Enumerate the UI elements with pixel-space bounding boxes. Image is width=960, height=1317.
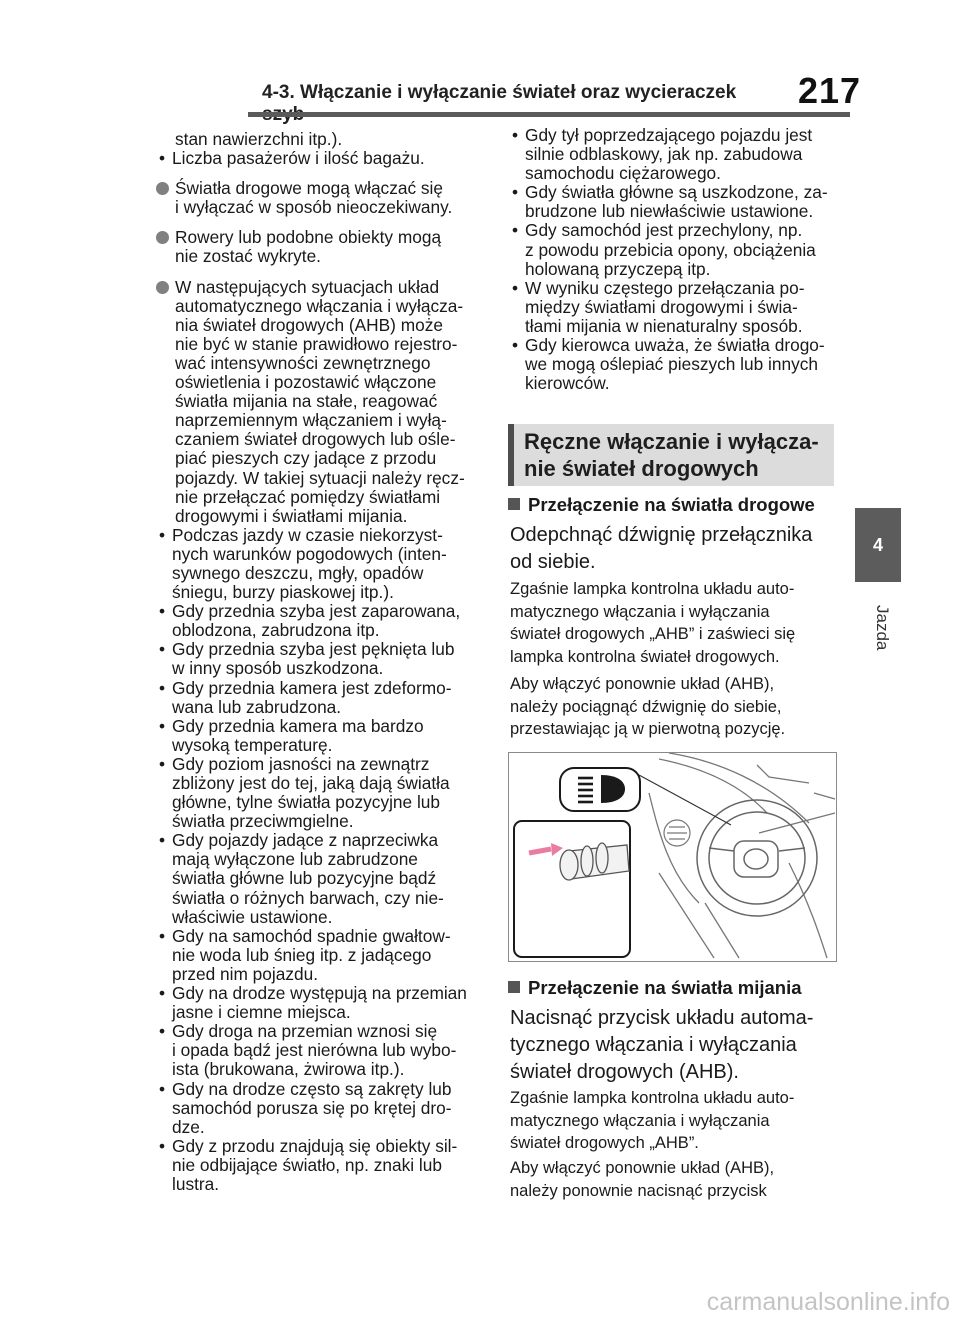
section-heading-bar (508, 424, 514, 486)
headlight-lever-illustration (508, 752, 837, 962)
paragraph: Zgaśnie lampka kontrolna układu auto- matycznego włączania i wyłączania świateł drogowych „AHB” i zaświeci się lampka kontrolna świateł drogowych. (510, 580, 796, 666)
watermark: carmanualsonline.info (706, 1288, 950, 1316)
bullet-item: • Gdy kierowca uważa, że światła drogo- we mogą oślepiać pieszych lub innych kierowców. (508, 336, 838, 393)
subheading-text: Przełączenie na światła drogowe (528, 494, 815, 515)
header-rule (248, 112, 850, 117)
subheading-text: Przełączenie na światła mijania (528, 977, 802, 998)
circle-note: W następujących sytuacjach układ automatycznego włączania i wyłącza- nia świateł drogowych (AHB) może nie być w stanie prawidłowo rejestro- wać intensywności zewnętrznego oświetlenia i pozostawić włączone światła mijania na stałe, reagować naprzemiennym włączaniem i wyłą- czaniem świateł drogowych lub ośle- piać pieszych czy jadące z przodu pojazdy. W takiej sytuacji należy ręcz- nie przełączać pomiędzy światłami drogowymi i światłami mijania. (155, 278, 485, 526)
bullet-item: • Gdy droga na przemian wznosi się i opada bądź jest nierówna lub wybo- ista (brukowana, żwirowa itp.). (155, 1022, 485, 1079)
continuation-text: stan nawierzchni itp.). (175, 129, 343, 149)
circle-note: Światła drogowe mogą włączać się i wyłączać w sposób nieoczekiwany. (155, 179, 485, 217)
section-heading (508, 424, 834, 486)
square-marker-icon (508, 498, 520, 510)
instruction-high-beam: Odepchnąć dźwignię przełącznika od siebie. (510, 524, 813, 573)
square-marker-icon (508, 981, 520, 993)
bullet-item: • Gdy przednia kamera ma bardzo wysoką temperaturę. (155, 717, 485, 755)
bullet-item: • Gdy przednia kamera jest zdeformo- wana lub zabrudzona. (155, 679, 485, 717)
paragraph: Aby włączyć ponownie układ (AHB), należy pociągnąć dźwignię do siebie, przestawiając ją w pierwotną pozycję. (510, 675, 786, 738)
bullet-item: • Liczba pasażerów i ilość bagażu. (155, 149, 485, 168)
right-column-bullets (508, 126, 838, 393)
subheading-high-beam (508, 494, 838, 516)
bullet-item: • Gdy przednia szyba jest pęknięta lub w inny sposób uszkodzona. (155, 640, 485, 678)
page-number: 217 (798, 70, 862, 111)
bullet-item: • Gdy tył poprzedzającego pojazdu jest silnie odblaskowy, jak np. zabudowa samochodu ciężarowego. (508, 126, 838, 183)
paragraph: Aby włączyć ponownie układ (AHB), należy ponownie nacisnąć przycisk (510, 1159, 775, 1200)
bullet-item: • Gdy pojazdy jadące z naprzeciwka mają wyłączone lub zabrudzone światła główne lub pozycyjne bądź światła o różnych barwach, czy nie- właściwie ustawione. (155, 831, 485, 926)
paragraph: Zgaśnie lampka kontrolna układu auto- matycznego włączania i wyłączania świateł drogowych „AHB”. (510, 1089, 795, 1152)
lever-figure-svg (509, 753, 836, 961)
bullet-item: • Gdy samochód jest przechylony, np. z powodu przebicia opony, obciążenia holowaną przyczepą itp. (508, 221, 838, 278)
bullet-item: • Gdy światła główne są uszkodzone, za- brudzone lub niewłaściwie ustawione. (508, 183, 838, 221)
bullet-item: • Gdy na drodze występują na przemian jasne i ciemne miejsca. (155, 984, 485, 1022)
bullet-item: • Gdy na drodze często są zakręty lub samochód porusza się po krętej dro- dze. (155, 1080, 485, 1137)
chapter-tab-label: Jazda (873, 605, 892, 651)
running-header-title: 4-3. Włączanie i wyłączanie świateł oraz wycieraczek (262, 82, 737, 103)
bullet-item: • W wyniku częstego przełączania po- między światłami drogowymi i świa- tłami mijania w nienaturalny sposób. (508, 279, 838, 336)
left-column (155, 130, 485, 1194)
chapter-tab-number[interactable]: 4 (855, 508, 901, 582)
instruction-low-beam: Nacisnąć przycisk układu automa- tycznego włączania i wyłączania świateł drogowych (AHB). (510, 1007, 814, 1083)
bullet-item: • Podczas jazdy w czasie niekorzyst- nych warunków pogodowych (inten- sywnego deszczu, mgły, opadów śniegu, burzy piaskowej itp.). (155, 526, 485, 602)
subheading-low-beam (508, 977, 838, 999)
circle-note: Rowery lub podobne obiekty mogą nie zostać wykryte. (155, 228, 485, 266)
bullet-item: • Gdy poziom jasności na zewnątrz zbliżony jest do tej, jaką dają światła główne, tylne światła pozycyjne lub światła przeciwmgielne. (155, 755, 485, 831)
bullet-item: • Gdy z przodu znajdują się obiekty sil- nie odbijające światło, np. znaki lub lustra. (155, 1137, 485, 1194)
section-heading-text: Ręczne włączanie i wyłącza- nie świateł drogowych (524, 429, 819, 481)
bullet-item: • Gdy na samochód spadnie gwałtow- nie woda lub śnieg itp. z jadącego przed nim pojazdu. (155, 927, 485, 984)
bullet-item: • Gdy przednia szyba jest zaparowana, oblodzona, zabrudzona itp. (155, 602, 485, 640)
